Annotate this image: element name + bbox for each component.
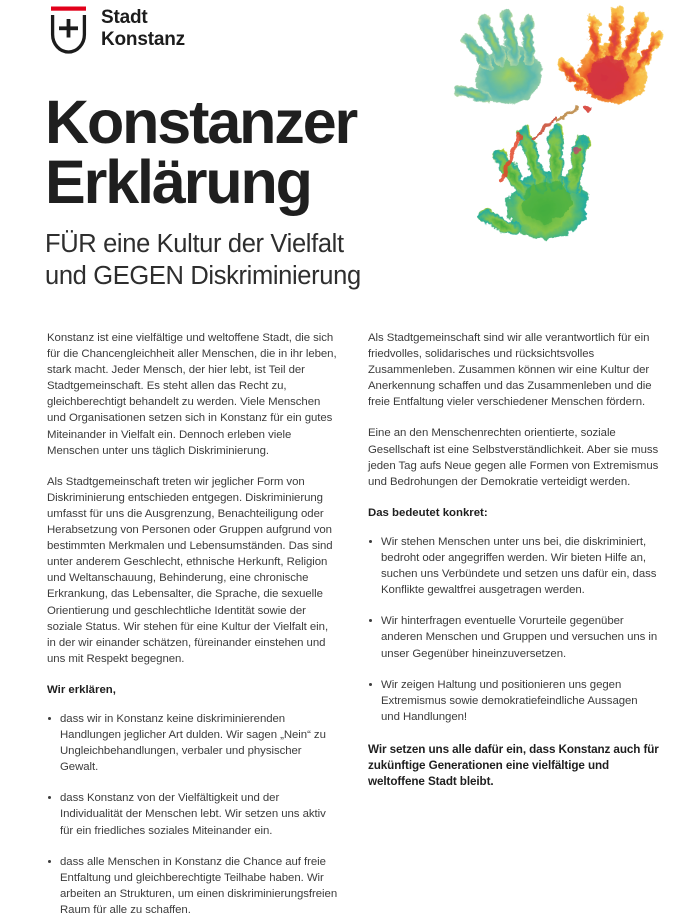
list-item-text: Wir hinterfragen eventuelle Vorurteile gegenüber anderen Menschen und Gruppen und versuchen uns in unser Gegenüber hineinzuversetzen. [381, 615, 658, 660]
page-subtitle-line1: FÜR eine Kultur der Vielfalt [45, 230, 344, 258]
concrete-bullet-list [368, 534, 659, 725]
left-column [47, 330, 338, 918]
bullet-dot-icon [369, 540, 372, 543]
closing-statement: Wir setzen uns alle dafür ein, dass Konstanz auch für zukünftige Generationen eine vielfältige und weltoffene Stadt bleibt. [368, 742, 659, 789]
page-title [45, 88, 505, 216]
page-title-line1: Konstanzer [45, 88, 357, 156]
right-paragraph-2: Eine an den Menschenrechten orientierte, soziale Gesellschaft ist eine Selbstverständlichkeit. Aber sie muss jeden Tag aufs Neue gegen alle Formen von Extremismus und Bedrohungen der Demokratie verteidigt werden. [368, 427, 659, 488]
bullet-dot-icon [369, 619, 372, 622]
left-paragraph-2: Als Stadtgemeinschaft treten wir jeglicher Form von Diskriminierung entschieden entgegen. Diskriminierung umfasst für uns die Ausgrenzung, Benachteiligung oder Herabsetzung von Personen oder Gruppen aufgrund von bestimmten Merkmalen und Lebensumständen. Das sind unter anderem Geschlecht, ethnische Herkunft, Religion und Weltanschauung, Behinderung, eine chronische Erkrankung, das Lebensalter, die Sprache, die sexuelle Orientierung und geschlechtliche Identität sowie der soziale Status. Wir stehen für eine Kultur der Vielfalt ein, in der wir einander schätzen, füreinander einstehen und uns mit Respekt begegnen. [47, 475, 333, 665]
list-item-text: dass wir in Konstanz keine diskriminierenden Handlungen jeglicher Art dulden. Wir sagen „Nein“ zu Ungleichbehandlungen, verbaler und physischer Gewalt. [60, 712, 326, 774]
list-item-text: Wir stehen Menschen unter uns bei, die diskriminiert, bedroht oder angegriffen werden. Wir bieten Hilfe an, suchen uns Verbündete und setzen uns dafür ein, dass Konflikte gewaltfrei ausgetragen werden. [381, 535, 657, 597]
konstanz-coat-of-arms-icon [47, 6, 90, 54]
bullet-dot-icon [48, 796, 51, 799]
page-subtitle-line2: und GEGEN Diskriminierung [45, 262, 361, 290]
list-item [47, 790, 338, 838]
list-item-text: dass alle Menschen in Konstanz die Chance auf freie Entfaltung und gleichberechtigte Teilhabe haben. Wir arbeiten an Strukturen, um einen diskriminierungsfreien Raum für alle zu schaffen. [60, 855, 338, 916]
bullet-dot-icon [48, 717, 51, 720]
list-item [368, 613, 659, 661]
title-block [45, 88, 505, 292]
city-logo-line1: Stadt [101, 7, 148, 28]
page-subtitle [45, 228, 505, 292]
left-paragraph-1: Konstanz ist eine vielfältige und weltoffene Stadt, die sich für die Chancengleichheit aller Menschen, die in ihr leben, stark macht. Jeder Mensch, der hier lebt, ist Teil der Stadtgemeinschaft. Es steht allen das Recht zu, gleichberechtigt behandelt zu werden. Viele Menschen und Organisationen setzen sich in Konstanz für ein gutes Miteinander in Vielfalt ein. Dennoch erleben viele Menschen unter uns täglich Diskriminierung. [47, 332, 337, 457]
list-item [47, 854, 338, 918]
declaration-bullet-list [47, 711, 338, 918]
list-item-text: Wir zeigen Haltung und positionieren uns gegen Extremismus sowie demokratiefeindliche Aussagen und Handlungen! [381, 678, 638, 723]
city-logo [47, 6, 185, 54]
city-logo-line2: Konstanz [101, 28, 185, 50]
city-logo-wordmark [101, 6, 185, 50]
list-item [368, 534, 659, 598]
declaration-heading: Wir erklären, [47, 683, 116, 696]
concrete-heading: Das bedeutet konkret: [368, 506, 488, 519]
list-item [47, 711, 338, 775]
bullet-dot-icon [48, 860, 51, 863]
right-column [368, 330, 659, 918]
body-columns [47, 330, 659, 918]
list-item-text: dass Konstanz von der Vielfältigkeit und der Individualität der Menschen lebt. Wir setzen uns aktiv für ein friedliches soziales Miteinander ein. [60, 792, 326, 837]
right-paragraph-1: Als Stadtgemeinschaft sind wir alle verantwortlich für ein friedvolles, solidarisches und rücksichtsvolles Zusammenleben. Zusammen können wir eine Kultur der Anerkennung schaffen und das Zusammenleben und die freie Entfaltung vieler verschiedener Menschen fördern. [368, 332, 652, 409]
list-item [368, 677, 659, 725]
page-title-line2: Erklärung [45, 148, 311, 216]
bullet-dot-icon [369, 683, 372, 686]
